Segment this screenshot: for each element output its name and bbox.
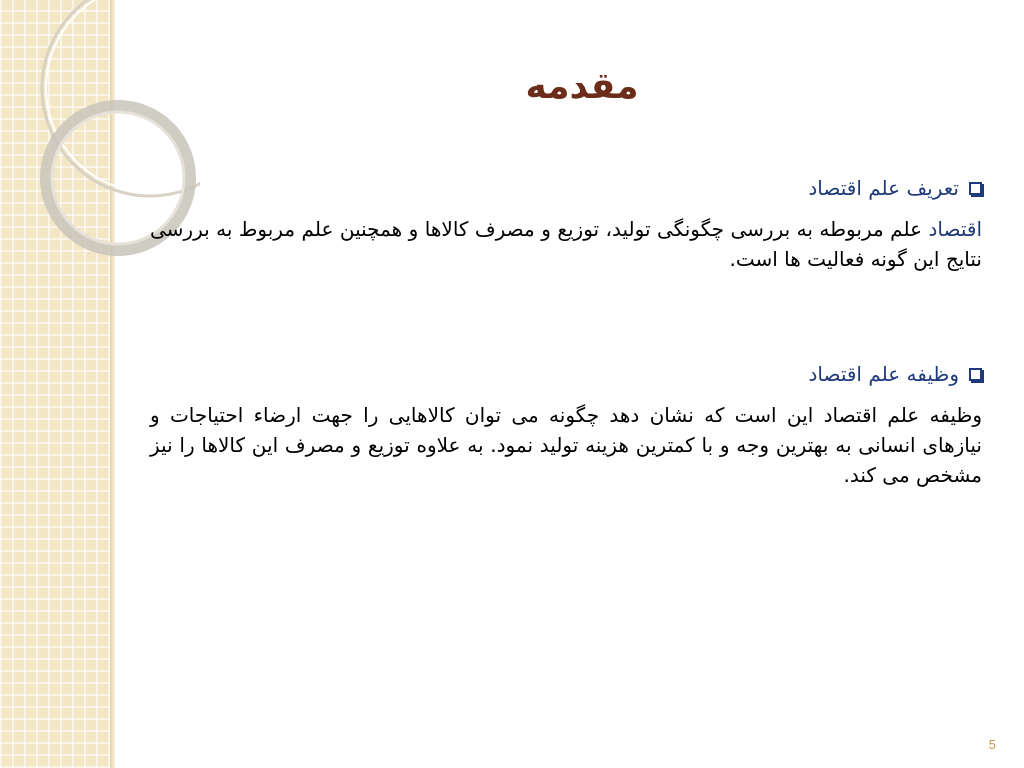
section-definition	[150, 170, 982, 274]
slide-title: مقدمه	[525, 66, 639, 107]
section-function	[150, 356, 982, 490]
square-bullet-icon	[969, 182, 982, 195]
heading-function: وظیفه علم اقتصاد	[808, 362, 959, 386]
keyword-economics: اقتصاد	[928, 217, 982, 241]
paragraph-definition	[150, 214, 982, 274]
slide-content	[150, 170, 982, 490]
bullet-heading	[150, 170, 982, 206]
square-bullet-icon	[969, 368, 982, 381]
paragraph-function: وظیفه علم اقتصاد این است که نشان دهد چگونه می توان کالاهایی را جهت ارضاء احتیاجات و نیازهای انسانی به بهترین وجه و با کمترین هزینه تولید نمود. به علاوه توزیع و مصرف این کالاها را نیز مشخص می کند.	[150, 403, 982, 487]
page-number: 5	[988, 737, 996, 752]
definition-body: علم مربوطه به بررسی چگونگی تولید، توزیع و مصرف کالاها و همچنین علم مربوط به بررسی نتایج این گونه فعالیت ها است.	[150, 217, 982, 271]
heading-definition: تعریف علم اقتصاد	[808, 176, 959, 200]
bullet-heading	[150, 356, 982, 392]
